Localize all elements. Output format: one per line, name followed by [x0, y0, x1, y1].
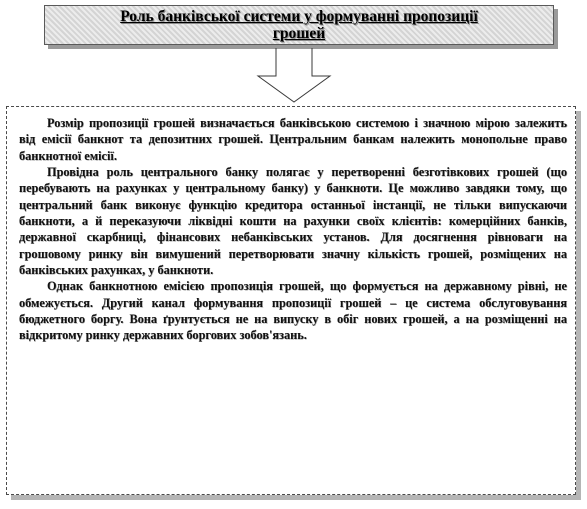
- title-box: [44, 5, 554, 45]
- page-title: Роль банківської системи у формуванні пропозиції грошей: [120, 8, 478, 42]
- down-arrow-icon: [256, 48, 332, 104]
- paragraph-1: Розмір пропозиції грошей визначається банківською системою і значною мірою залежить від емісії банкнот та депозитних грошей. Центральним банкам належить монопольне право банкнотної емісії.: [19, 116, 567, 163]
- content-box: [6, 106, 576, 495]
- paragraph-3: Однак банкнотною емісією пропозиція грошей, що формується на державному рівні, не обмежується. Другий канал формування пропозиції грошей – це система обслуговування бюджетного боргу. Вона ґрунтується не на випуску в обіг нових грошей, а на розміщенні на відкритому ринку державних боргових зобов'язань.: [19, 279, 567, 343]
- paragraph-2: Провідна роль центрального банку полягає у перетворенні безготівкових грошей (що перебувають на рахунках у центральному банку) у банкноти. Це можливо завдяки тому, що центральний банк виконує функцію кредитора останньої інстанції, не тільки випускаючи банкноти, а й переказуючи ліквідні кошти на рахунки своїх клієнтів: комерційних банків, державної скарбниці, фінансових небанківських установ. Для досягнення рівноваги на грошовому ринку він вимушений перетворювати значну кількість грошей, розміщених на банківських рахунках, у банкноти.: [19, 165, 567, 278]
